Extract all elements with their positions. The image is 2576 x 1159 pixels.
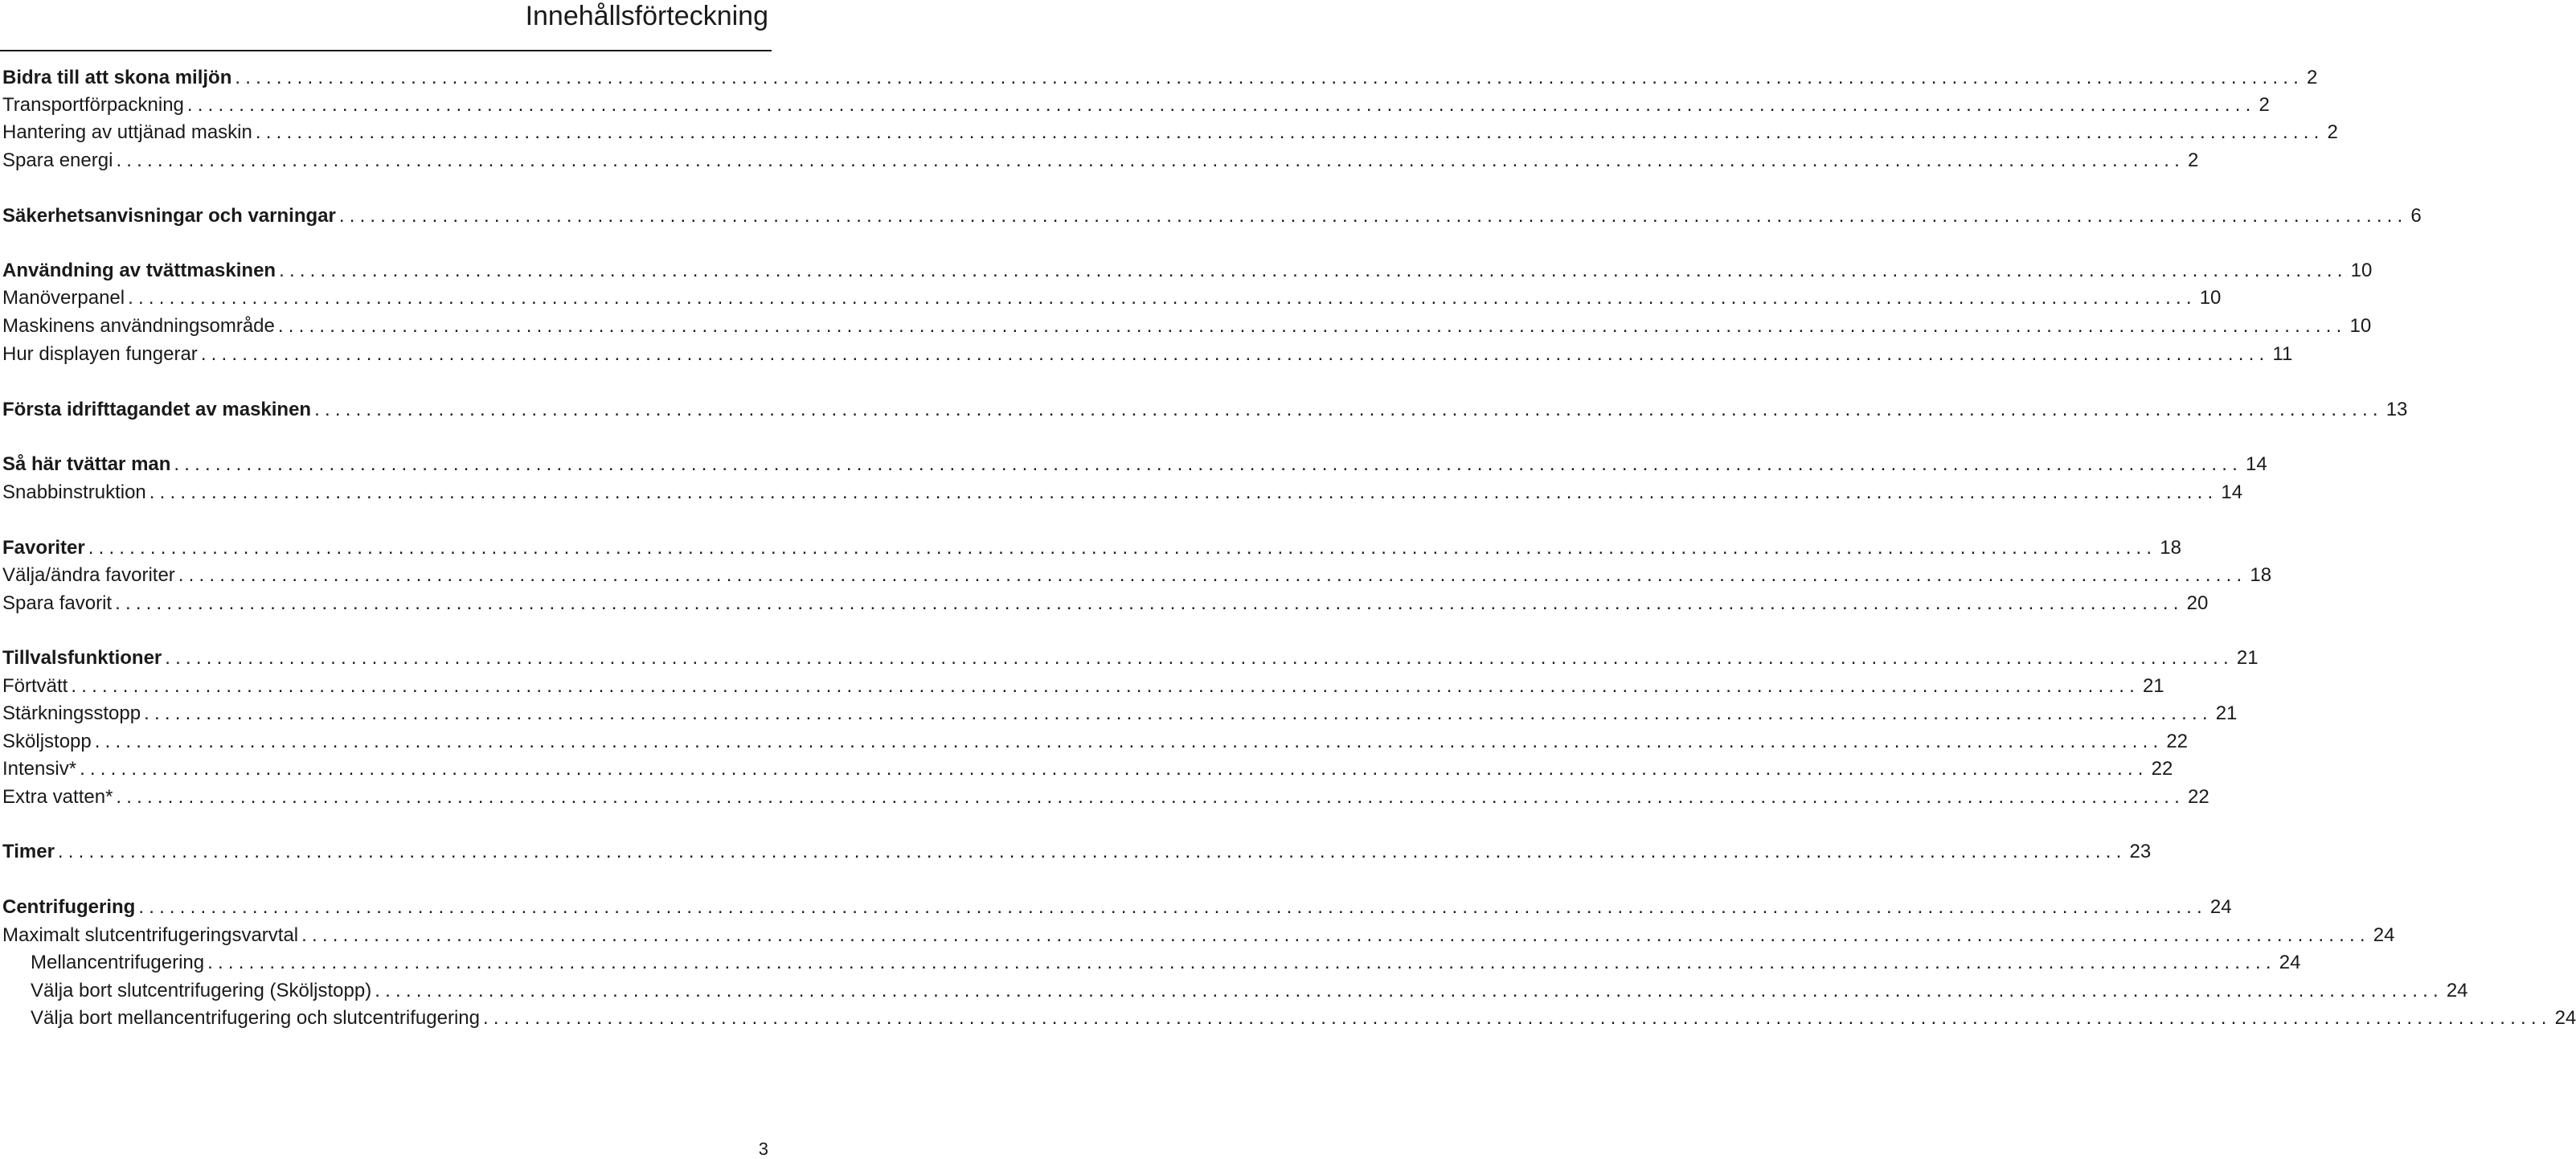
toc-dot-leader: ........................................................................................................................................................................................................ (57, 841, 2127, 862)
toc-entry-label: Snabbinstruktion (2, 481, 146, 503)
toc-entry-page: 24 (2209, 896, 2232, 918)
toc-dot-leader: ........................................................................................................................................................................................................ (165, 647, 2234, 669)
toc-entry-page: 14 (2246, 453, 2267, 475)
toc-dot-leader: ........................................................................................................................................................................................................ (116, 786, 2185, 808)
toc-entry[interactable] (2, 396, 2408, 424)
toc-dot-leader: ........................................................................................................................................................................................................ (235, 67, 2304, 88)
toc-entry-page: 18 (2160, 537, 2181, 559)
toc-entry-label: Första idrifttagandet av maskinen (2, 399, 312, 420)
toc-entry-label: Transportförpackning (2, 94, 184, 116)
toc-dot-leader: ........................................................................................................................................................................................................ (149, 481, 2218, 503)
toc-entry[interactable] (2, 451, 2267, 478)
toc-entry[interactable] (2, 700, 2238, 727)
toc-entry[interactable] (2, 922, 2395, 949)
toc-entry-page: 10 (2199, 287, 2222, 309)
toc-dot-leader: ........................................................................................................................................................................................................ (277, 315, 2347, 337)
toc-entry[interactable] (2, 313, 2372, 340)
toc-entry-label: Mellancentrifugering (31, 952, 205, 973)
toc-entry-label: Bidra till att skona miljön (2, 67, 232, 88)
toc-entry-page: 2 (2327, 121, 2338, 143)
toc-dot-leader: ........................................................................................................................................................................................................ (88, 537, 2157, 559)
toc-entry-page: 22 (2166, 731, 2189, 752)
toc-dot-leader: ........................................................................................................................................................................................................ (338, 205, 2408, 227)
toc-entry[interactable] (2, 64, 2318, 92)
toc-entry[interactable] (2, 590, 2209, 617)
toc-entry[interactable] (2, 562, 2272, 589)
toc-entry-label: Hur displayen fungerar (2, 343, 198, 365)
toc-entry-label: Sköljstopp (2, 731, 92, 752)
toc-entry[interactable] (2, 645, 2259, 672)
toc-entry-page: 2 (2306, 67, 2318, 88)
toc-entry[interactable] (2, 479, 2243, 506)
toc-dot-leader: ........................................................................................................................................................................................................ (128, 287, 2197, 309)
toc-entry[interactable] (31, 949, 2301, 977)
toc-dot-leader: ........................................................................................................................................................................................................ (279, 260, 2348, 281)
toc-entry-label: Intensiv* (2, 758, 77, 780)
toc-entry[interactable] (31, 1005, 2576, 1032)
toc-entry-page: 21 (2236, 647, 2259, 669)
toc-dot-leader: ........................................................................................................................................................................................................ (178, 564, 2247, 586)
toc-entry[interactable] (2, 257, 2373, 285)
toc-entry-label: Stärkningsstopp (2, 702, 141, 724)
toc-entry-page: 24 (2554, 1007, 2576, 1029)
toc-entry-label: Välja bort slutcentrifugering (Sköljstopp) (31, 980, 372, 1001)
toc-entry-label: Spara favorit (2, 592, 113, 614)
page-number: 3 (758, 1139, 768, 1159)
toc-dot-leader: ........................................................................................................................................................................................................ (301, 924, 2370, 946)
toc-entry-page: 21 (2215, 702, 2238, 724)
toc-dot-leader: ........................................................................................................................................................................................................ (314, 399, 2383, 420)
toc-dot-leader: ........................................................................................................................................................................................................ (138, 896, 2207, 918)
toc-entry-label: Manöverpanel (2, 287, 125, 309)
toc-entry[interactable] (2, 92, 2270, 119)
toc-entry-label: Favoriter (2, 537, 85, 559)
toc-entry[interactable] (2, 838, 2152, 866)
toc-dot-leader: ........................................................................................................................................................................................................ (71, 675, 2140, 697)
toc-entry[interactable] (2, 784, 2209, 811)
toc-entry-page: 2 (2188, 149, 2199, 171)
toc-entry-page: 13 (2386, 399, 2408, 420)
toc-entry[interactable] (2, 894, 2232, 921)
toc-entry-label: Centrifugering (2, 896, 136, 918)
toc-entry[interactable] (2, 119, 2338, 146)
toc-entry-page: 18 (2250, 564, 2272, 586)
toc-dot-leader: ........................................................................................................................................................................................................ (174, 453, 2243, 475)
page-title: Innehållsförteckning (525, 1, 768, 31)
toc-entry[interactable] (2, 673, 2164, 700)
toc-entry[interactable] (2, 285, 2222, 312)
toc-dot-leader: ........................................................................................................................................................................................................ (375, 980, 2443, 1001)
toc-entry-label: Maximalt slutcentrifugeringsvarvtal (2, 924, 299, 946)
toc-entry-page: 20 (2186, 592, 2209, 614)
toc-entry-label: Så här tvättar man (2, 453, 171, 475)
toc-entry-label: Spara energi (2, 149, 113, 171)
toc-entry-page: 22 (2188, 786, 2209, 808)
toc-entry[interactable] (2, 728, 2189, 756)
toc-dot-leader: ........................................................................................................................................................................................................ (80, 758, 2148, 780)
toc-entry-page: 24 (2373, 924, 2395, 946)
toc-dot-leader: ........................................................................................................................................................................................................ (482, 1007, 2552, 1029)
toc-dot-leader: ........................................................................................................................................................................................................ (94, 731, 2164, 752)
toc-entry-page: 24 (2446, 980, 2468, 1001)
toc-entry-label: Extra vatten* (2, 786, 113, 808)
toc-entry-label: Hantering av uttjänad maskin (2, 121, 252, 143)
toc-dot-leader: ........................................................................................................................................................................................................ (200, 343, 2270, 365)
toc-entry-page: 14 (2221, 481, 2243, 503)
toc-dot-leader: ........................................................................................................................................................................................................ (255, 121, 2324, 143)
toc-entry-label: Maskinens användningsområde (2, 315, 275, 337)
toc-entry-page: 11 (2272, 343, 2293, 365)
toc-entry-page: 24 (2279, 952, 2301, 973)
toc-dot-leader: ........................................................................................................................................................................................................ (144, 702, 2213, 724)
toc-entry-page: 10 (2350, 260, 2373, 281)
toc-entry[interactable] (2, 756, 2173, 783)
toc-entry-label: Säkerhetsanvisningar och varningar (2, 205, 336, 227)
toc-entry[interactable] (31, 977, 2468, 1005)
toc-dot-leader: ........................................................................................................................................................................................................ (207, 952, 2276, 973)
toc-entry-page: 6 (2410, 205, 2422, 227)
toc-entry-page: 10 (2349, 315, 2372, 337)
toc-dot-leader: ........................................................................................................................................................................................................ (186, 94, 2256, 116)
toc-entry-page: 2 (2259, 94, 2270, 116)
toc-entry[interactable] (2, 147, 2199, 174)
toc-entry-label: Användning av tvättmaskinen (2, 260, 276, 281)
toc-entry-label: Förtvätt (2, 675, 68, 697)
toc-entry-label: Välja bort mellancentrifugering och slutcentrifugering (31, 1007, 480, 1029)
toc-entry[interactable] (2, 203, 2422, 230)
toc-entry-page: 23 (2129, 841, 2152, 862)
toc-entry-label: Timer (2, 841, 55, 862)
toc-entry-page: 21 (2142, 675, 2164, 697)
toc-entry[interactable] (2, 534, 2181, 562)
toc-entry-label: Välja/ändra favoriter (2, 564, 175, 586)
toc-dot-leader: ........................................................................................................................................................................................................ (115, 592, 2184, 614)
toc-entry-label: Tillvalsfunktioner (2, 647, 162, 669)
toc-dot-leader: ........................................................................................................................................................................................................ (116, 149, 2185, 171)
toc-entry-page: 22 (2151, 758, 2173, 780)
toc-entry[interactable] (2, 341, 2293, 368)
